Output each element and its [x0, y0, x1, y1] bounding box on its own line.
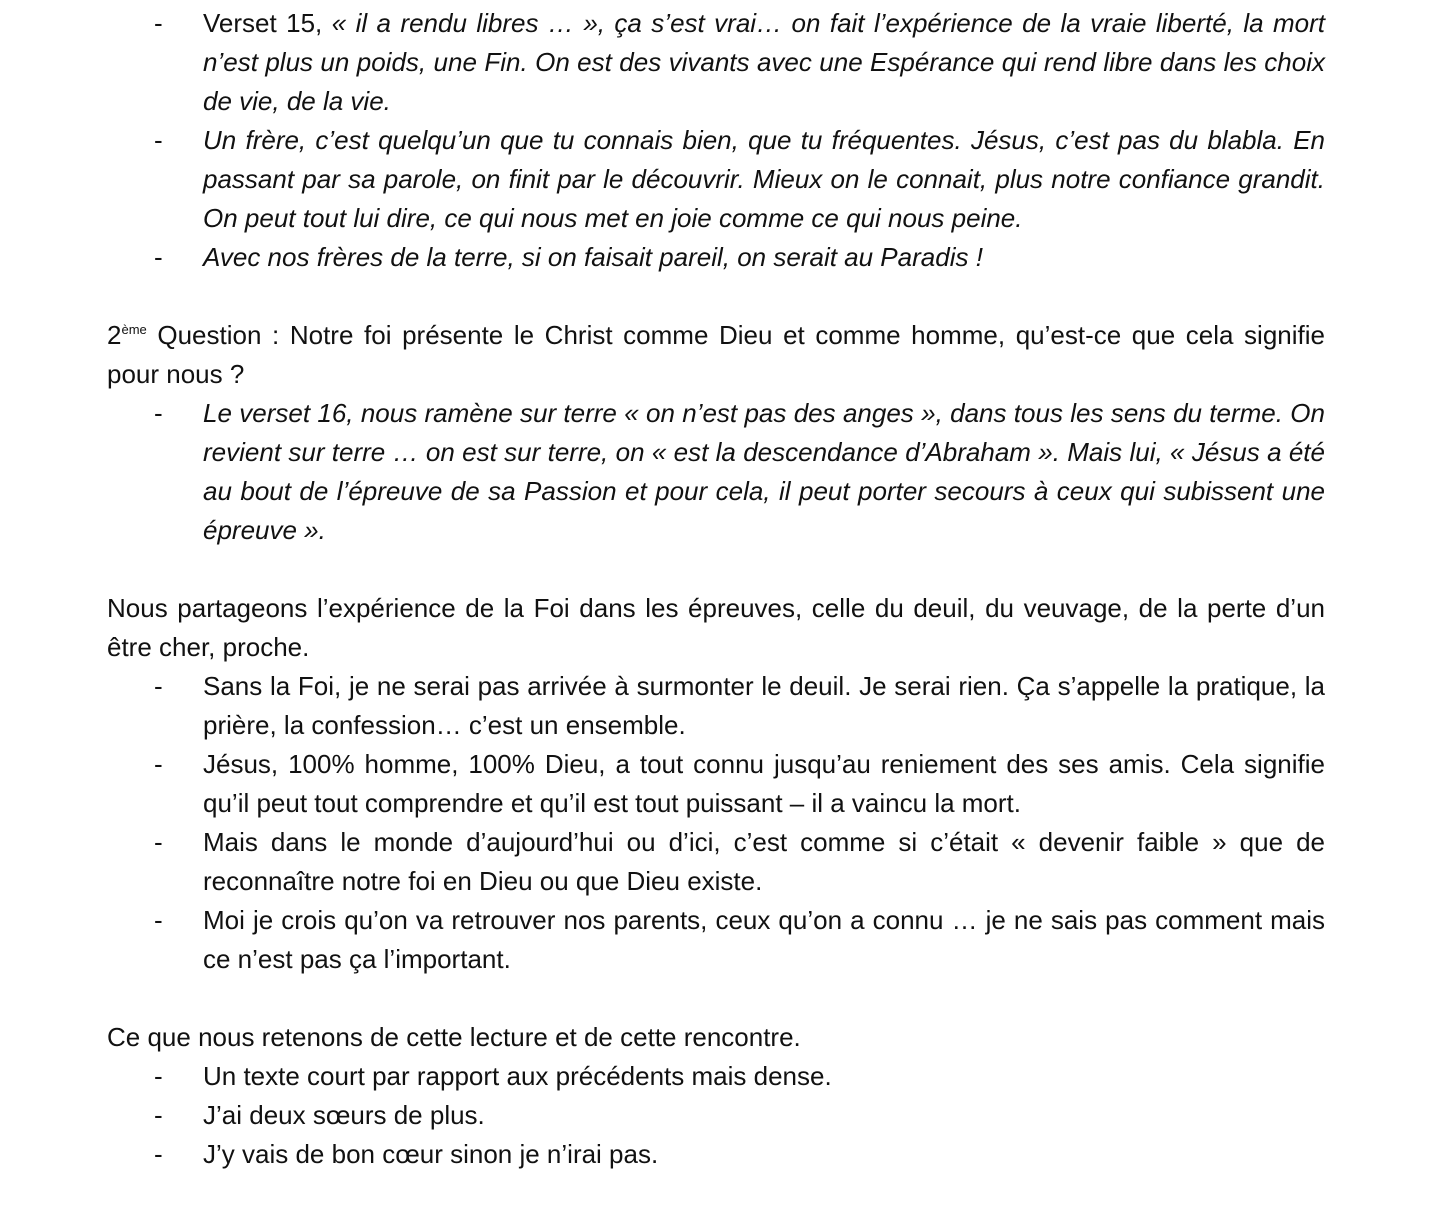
bullet-dash: -	[154, 1139, 163, 1169]
list-item	[107, 901, 1325, 979]
question-superscript: ème	[121, 322, 147, 337]
spacer	[107, 277, 1325, 316]
list-item	[107, 823, 1325, 901]
question-number: 2	[107, 320, 122, 350]
list-item-text: Le verset 16, nous ramène sur terre « on n’est pas des anges », dans tous les sens du terme. On revient sur terre … on est sur terre, on « est la descendance d’Abraham ». Mais lui, « Jésus a été au bout de l’épreuve de sa Passion et pour cela, il peut porter secours à ceux qui subissent une épreuve ».	[203, 398, 1325, 545]
bullet-dash: -	[154, 1061, 163, 1091]
list-item	[107, 121, 1325, 238]
list-item	[107, 1096, 1325, 1135]
document-page	[107, 4, 1325, 1174]
list-item-text: J’y vais de bon cœur sinon je n’irai pas.	[203, 1139, 659, 1169]
spacer	[107, 979, 1325, 1018]
question-text: Question : Notre foi présente le Christ comme Dieu et comme homme, qu’est-ce que cela signifie pour nous ?	[107, 320, 1325, 389]
list-item	[107, 4, 1325, 121]
verse-prefix: Verset 15,	[203, 8, 332, 38]
bullet-dash: -	[154, 671, 163, 701]
bullet-dash: -	[154, 8, 163, 38]
list-item-text: Mais dans le monde d’aujourd’hui ou d’ici, c’est comme si c’était « devenir faible » que de reconnaître notre foi en Dieu ou que Dieu existe.	[203, 827, 1325, 896]
list-item	[107, 238, 1325, 277]
bullet-dash: -	[154, 398, 163, 428]
spacer	[107, 550, 1325, 589]
list-item-text: J’ai deux sœurs de plus.	[203, 1100, 485, 1130]
sharing-intro: Nous partageons l’expérience de la Foi dans les épreuves, celle du deuil, du veuvage, de la perte d’un être cher, proche.	[107, 593, 1325, 662]
list-item-text: Un texte court par rapport aux précédents mais dense.	[203, 1061, 832, 1091]
conclusion-intro: Ce que nous retenons de cette lecture et de cette rencontre.	[107, 1022, 801, 1052]
list-item-text: Jésus, 100% homme, 100% Dieu, a tout connu jusqu’au reniement des ses amis. Cela signifie qu’il peut tout comprendre et qu’il est tout puissant – il a vaincu la mort.	[203, 749, 1325, 818]
bullet-dash: -	[154, 905, 163, 935]
list-item	[107, 667, 1325, 745]
question-answers-list	[107, 394, 1325, 550]
list-item-text: Sans la Foi, je ne serai pas arrivée à surmonter le deuil. Je serai rien. Ça s’appelle la pratique, la prière, la confession… c’est un ensemble.	[203, 671, 1325, 740]
verse-comments-list	[107, 4, 1325, 277]
list-item-text: Un frère, c’est quelqu’un que tu connais bien, que tu fréquentes. Jésus, c’est pas du blabla. En passant par sa parole, on finit par le découvrir. Mieux on le connait, plus notre confiance grandit. On peut tout lui dire, ce qui nous met en joie comme ce qui nous peine.	[203, 125, 1325, 233]
list-item	[107, 394, 1325, 550]
list-item-text: Moi je crois qu’on va retrouver nos parents, ceux qu’on a connu … je ne sais pas comment mais ce n’est pas ça l’important.	[203, 905, 1325, 974]
question-heading	[107, 316, 1325, 394]
sharing-list	[107, 667, 1325, 979]
bullet-dash: -	[154, 827, 163, 857]
list-item	[107, 1135, 1325, 1174]
conclusion-list	[107, 1057, 1325, 1174]
bullet-dash: -	[154, 125, 163, 155]
list-item-text: Avec nos frères de la terre, si on faisait pareil, on serait au Paradis !	[203, 242, 983, 272]
bullet-dash: -	[154, 749, 163, 779]
bullet-dash: -	[154, 1100, 163, 1130]
list-item	[107, 1057, 1325, 1096]
bullet-dash: -	[154, 242, 163, 272]
list-item	[107, 745, 1325, 823]
list-item-text: « il a rendu libres … », ça s’est vrai… on fait l’expérience de la vraie liberté, la mort n’est plus un poids, une Fin. On est des vivants avec une Espérance qui rend libre dans les choix de vie, de la vie.	[203, 8, 1325, 116]
